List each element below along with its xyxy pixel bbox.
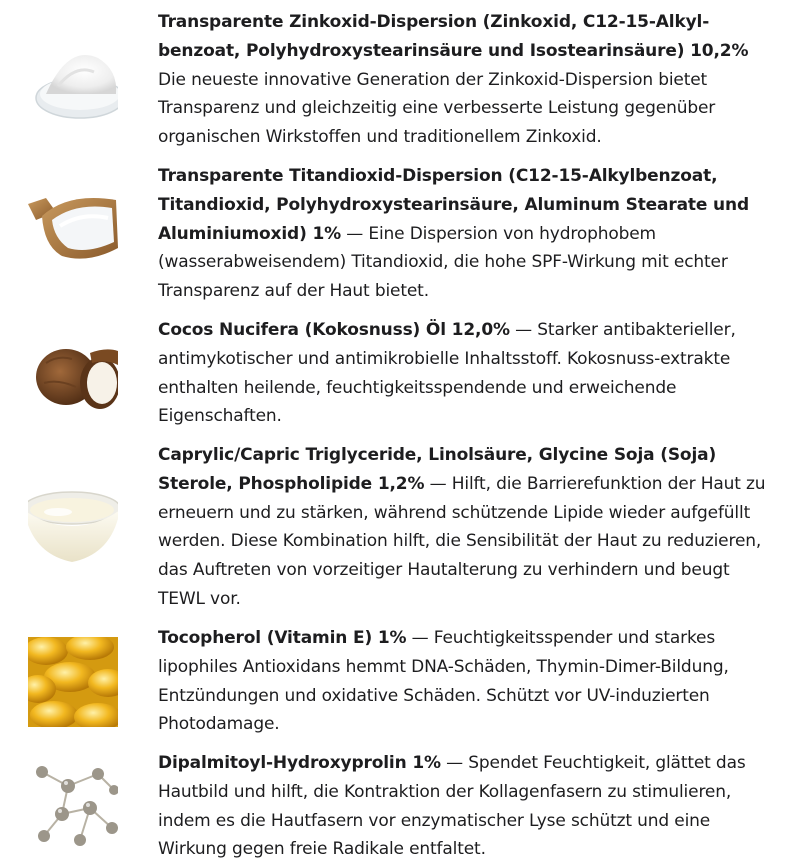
ingredient-name: Tocopherol (Vitamin E) 1% [158, 628, 407, 648]
ingredient-name: Transparente Titandioxid-Dispersion (C12-15-Alkylbenzoat, Titandioxid, Polyhydroxystearinsäure, Aluminum Stearate und Aluminiumoxid) 1% [158, 166, 749, 244]
coconut-icon [28, 333, 118, 423]
ingredient-description: Die neueste innovative Generation der Zinkoxid-Dispersion bietet Transparenz und gleichzeitig eine verbesserte Leistung gegenüber organischen Wirkstoffen und traditionellem Zinkoxid. [158, 69, 716, 148]
ingredient-description: Starker antibakterieller, antimykotischer und antimikrobielle Inhaltsstoff. Kokosnuss-extrakte enthalten heilende, feuchtigkeitsspendende und erweichende Eigenschaften. [158, 320, 736, 427]
ingredient-separator: — [406, 628, 434, 648]
ingredient-separator: — [424, 473, 452, 494]
oil-bowl-icon [28, 486, 118, 576]
ingredient-name: Dipalmitoyl-Hydroxyprolin 1% [158, 753, 441, 773]
molecule-model-icon [28, 760, 118, 852]
vitamin-e-capsules-icon [28, 637, 118, 727]
ingredient-separator: — [509, 320, 538, 340]
ingredient-separator: — [440, 753, 469, 773]
ingredient-name: Caprylic/Capric Triglyceride, Linolsäure, Glycine Soja (Soja) Sterole, Phospholipide 1,2% [158, 445, 717, 494]
ingredient-description: Hilft, die Barrierefunktion der Haut zu erneuern und zu stärken, während schützende Lipide wieder aufgefüllt werden. Diese Kombination hilft, die Sensibilität der Haut zu reduzieren, das Auftreten von vorzeitiger Hautalterung zu verhindern und beugt TEWL vor. [158, 473, 766, 609]
ingredient-name: Transparente Zinkoxid-Dispersion (Zinkoxid, C12-15-Alkyl-benzoat, Polyhydroxystearinsäure und Isostearinsäure) 10,2% [158, 12, 749, 61]
ingredient-description: Eine Dispersion von hydrophobem (wasserabweisendem) Titandioxid, die hohe SPF-Wirkung mit echter Transparenz auf der Haut bietet. [158, 223, 728, 302]
ingredient-name: Cocos Nucifera (Kokosnuss) Öl 12,0% [158, 320, 510, 340]
titanium-dioxide-scoop-icon [28, 190, 118, 280]
zinc-oxide-powder-icon [28, 36, 118, 126]
ingredient-description: Feuchtigkeitsspender und starkes lipophiles Antioxidans hemmt DNA-Schäden, Thymin-Dimer-Bildung, Entzündungen und oxidative Schäden. Schützt vor UV-induzierten Photodamage. [158, 628, 729, 735]
ingredient-description: Spendet Feuchtigkeit, glättet das Hautbild und hilft, die Kontraktion der Kollagenfasern zu stimulieren, indem es die Hautfasern vor enzymatischer Lyse schützt und eine Wirkung gegen freie Radikale entfaltet. [158, 753, 746, 860]
ingredient-separator: — [341, 223, 369, 244]
